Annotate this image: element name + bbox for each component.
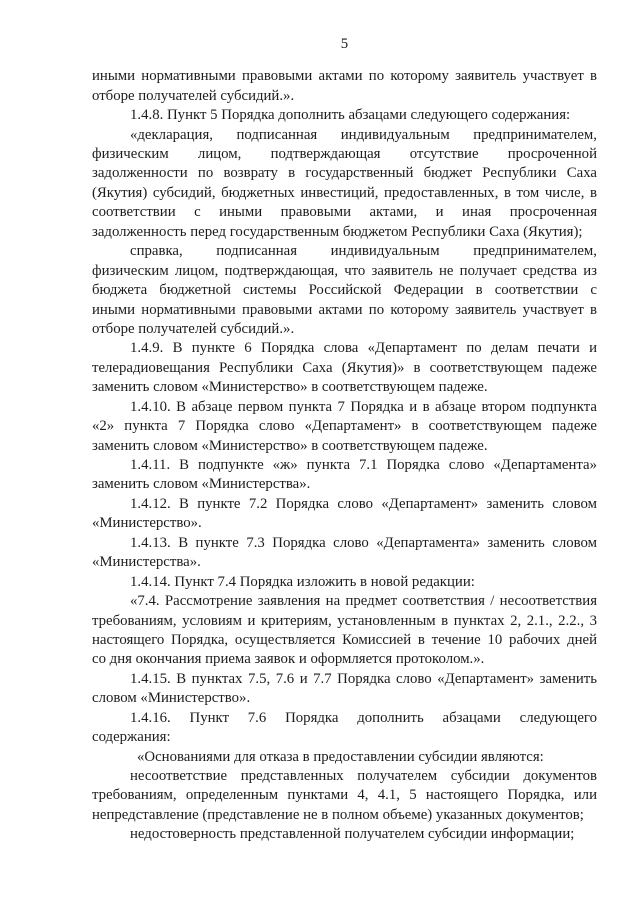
text-line: 1.4.15. В пунктах 7.5, 7.6 и 7.7 Порядка слово «Департамент» заменить (130, 670, 597, 687)
text-line: «Основаниями для отказа в предоставлении субсидии являются: (137, 748, 544, 765)
text-line: 1.4.16. Пункт 7.6 Порядка дополнить абзацами следующего (130, 709, 597, 726)
paragraph-refusal-ground-noncompliance (92, 767, 597, 825)
paragraph-1-4-12 (92, 495, 597, 534)
paragraph-1-4-14 (92, 573, 597, 592)
text-line: настоящего Порядка, осуществляется Комиссией в течение 10 рабочих дней (92, 631, 597, 648)
text-line: 1.4.14. Пункт 7.4 Порядка изложить в новой редакции: (130, 573, 475, 590)
paragraph-1-4-11 (92, 456, 597, 495)
paragraph-1-4-16 (92, 709, 597, 748)
text-line: «декларация, подписанная индивидуальным предпринимателем, (130, 126, 597, 143)
text-line: заменить словом «Министерство» в соответствующем падеже. (92, 437, 488, 454)
text-line: физическим лицом, подтверждающая, что заявитель не получает средства из (92, 262, 597, 279)
paragraph-1-4-10 (92, 398, 597, 456)
text-line: 1.4.11. В подпункте «ж» пункта 7.1 Порядка слово «Департамента» (130, 457, 597, 474)
text-line: «Министерство». (92, 515, 202, 532)
text-line: требованиям, условиям и критериям, установленным в пунктах 2, 2.1., 2.2., 3 (92, 612, 597, 629)
text-line: заменить словом «Министерства». (92, 476, 311, 493)
text-line: недостоверность представленной получателем субсидии информации; (130, 826, 575, 843)
text-line: «2» пункта 7 Порядка слово «Департамент» в соответствующем падеже (92, 418, 597, 435)
text-line: несоответствие представленных получателем субсидии документов (130, 768, 597, 785)
text-line: содержания: (92, 729, 171, 746)
text-line: телерадиовещания Республики Саха (Якутия)» в соответствующем падеже (92, 359, 597, 376)
text-line: задолженность перед государственным бюджетом Республики Саха (Якутия); (92, 223, 583, 240)
text-line: «7.4. Рассмотрение заявления на предмет соответствия / несоответствия (130, 593, 597, 610)
text-line: иными нормативными правовыми актами по которому заявитель участвует в (92, 68, 597, 85)
paragraph-declaration-clause (92, 126, 597, 243)
paragraph-clause-7-4 (92, 592, 597, 670)
paragraph-certificate-clause (92, 242, 597, 339)
text-line: 1.4.8. Пункт 5 Порядка дополнить абзацами следующего содержания: (130, 107, 571, 124)
paragraph-1-4-15 (92, 670, 597, 709)
text-line: заменить словом «Министерство» в соответствующем падеже. (92, 379, 488, 396)
paragraph-1-4-8 (92, 106, 597, 125)
paragraph-refusal-grounds-intro (92, 748, 597, 767)
text-line: словом «Министерство». (92, 690, 251, 707)
text-line: отборе получателей субсидий.». (92, 320, 295, 337)
text-line: непредставление (представление не в полном объеме) указанных документов; (92, 806, 584, 823)
text-line: 1.4.10. В абзаце первом пункта 7 Порядка и в абзаце втором подпункта (130, 398, 597, 415)
paragraph-continuation (92, 67, 597, 106)
text-line: «Министерства». (92, 554, 201, 571)
document-body (92, 67, 597, 845)
text-line: бюджета бюджетной системы Российской Федерации в соответствии с (92, 282, 597, 299)
paragraph-1-4-9 (92, 339, 597, 397)
text-line: иными нормативными правовыми актами по которому заявитель участвует в (92, 301, 597, 318)
text-line: соответствии с иными правовыми актами, и иная просроченная (92, 204, 597, 221)
text-line: 1.4.12. В пункте 7.2 Порядка слово «Департамент» заменить словом (130, 495, 597, 512)
text-line: справка, подписанная индивидуальным предпринимателем, (130, 243, 597, 260)
paragraph-refusal-ground-inaccuracy (92, 825, 597, 844)
text-line: 1.4.13. В пункте 7.3 Порядка слово «Департамента» заменить словом (130, 534, 597, 551)
text-line: требованиям, определенным пунктами 4, 4.1, 5 настоящего Порядка, или (92, 787, 597, 804)
text-line: отборе получателей субсидий.». (92, 87, 295, 104)
page-number: 5 (340, 36, 349, 52)
text-line: (Якутия) субсидий, бюджетных инвестиций, предоставленных, в том числе, в (92, 184, 597, 201)
text-line: 1.4.9. В пункте 6 Порядка слова «Департамент по делам печати и (130, 340, 597, 357)
text-line: со дня окончания приема заявок и оформляется протоколом.». (92, 651, 485, 668)
text-line: задолженности по возврату в государственный бюджет Республики Саха (92, 165, 597, 182)
paragraph-1-4-13 (92, 534, 597, 573)
text-line: физическим лицом, подтверждающая отсутствие просроченной (92, 146, 597, 163)
